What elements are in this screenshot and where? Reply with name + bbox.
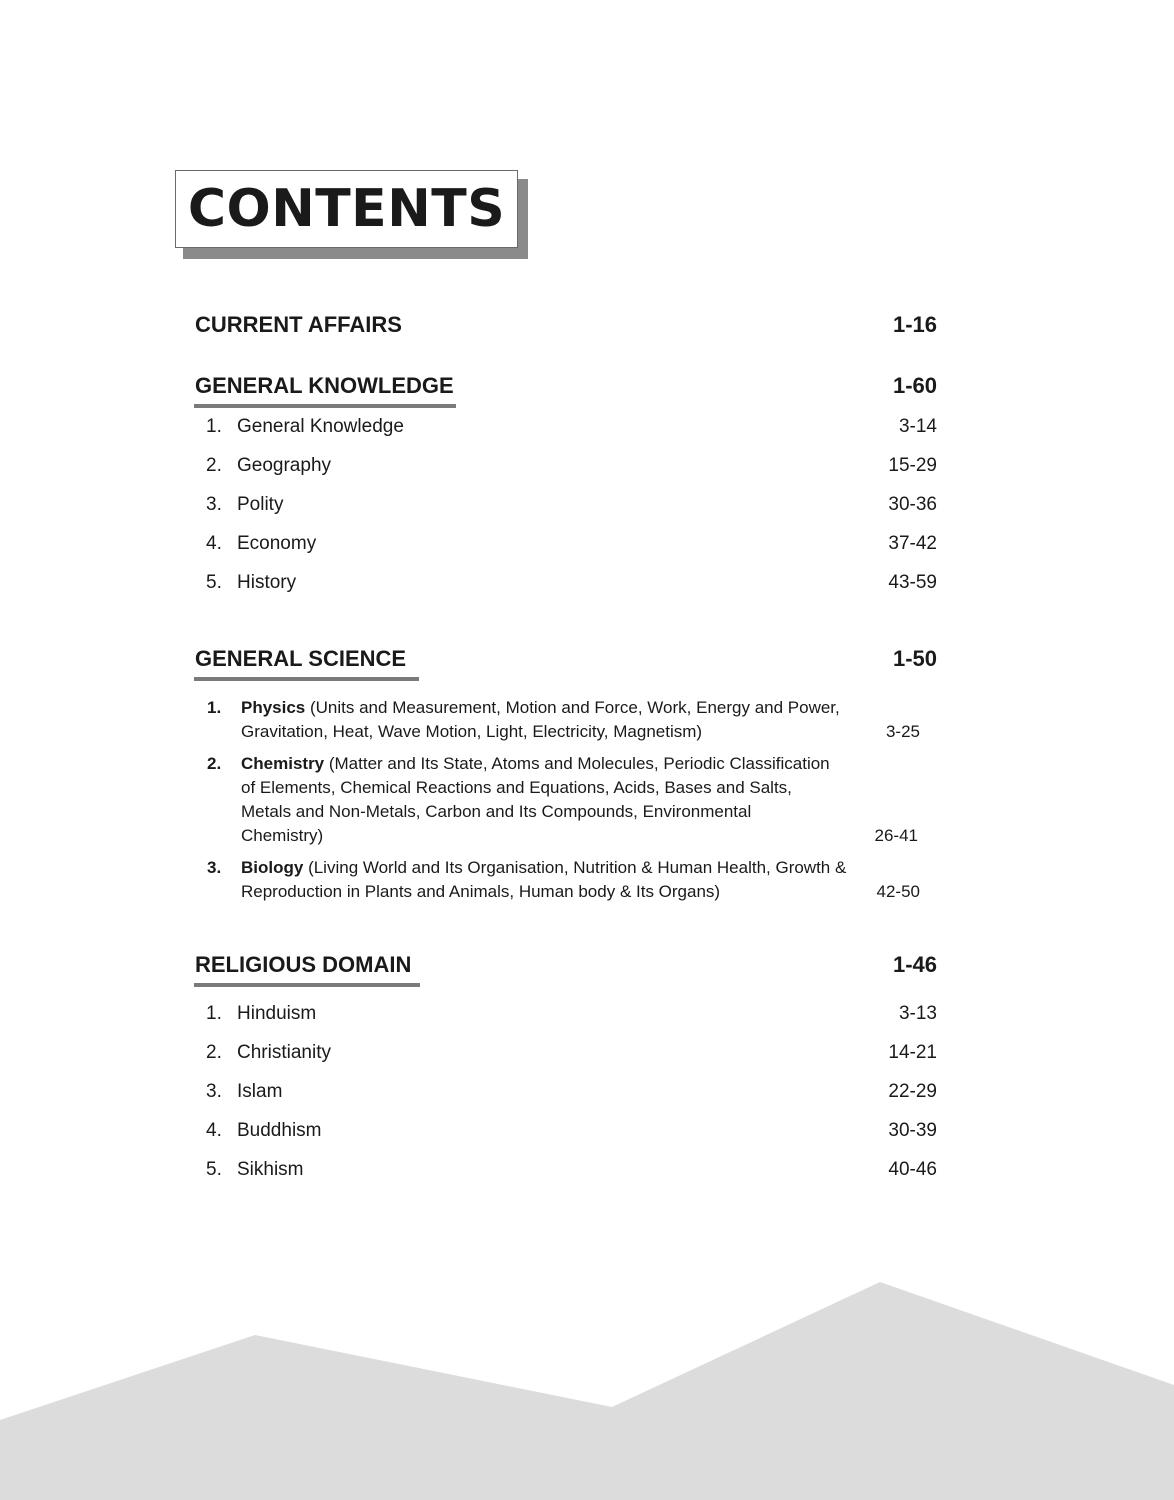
item-number: 4. — [206, 533, 222, 554]
item-pages: 22-29 — [888, 1081, 937, 1102]
page-title: CONTENTS — [187, 179, 506, 239]
toc-item[interactable] — [206, 1042, 937, 1064]
item-number: 1. — [206, 416, 222, 437]
item-number: 3. — [206, 494, 222, 515]
item-detail: (Units and Measurement, Motion and Force, Work, Energy and Power, Gravitation, Heat, Wave Motion, Light, Electricity, Magnetism) — [241, 698, 840, 741]
item-pages: 37-42 — [888, 533, 937, 554]
item-label: Christianity — [237, 1042, 331, 1063]
section-title: RELIGIOUS DOMAIN — [195, 952, 412, 977]
item-number: 2. — [207, 754, 222, 773]
title-box — [175, 170, 518, 248]
toc-item-biology[interactable] — [207, 856, 937, 904]
section-title: GENERAL SCIENCE — [195, 646, 407, 671]
item-description — [241, 856, 861, 904]
section-pages: 1-46 — [892, 952, 937, 977]
toc-item[interactable] — [206, 455, 937, 477]
item-number: 5. — [206, 572, 222, 593]
item-label: Economy — [237, 533, 317, 554]
toc-item[interactable] — [206, 1120, 937, 1142]
item-number: 2. — [206, 1042, 222, 1063]
toc-item[interactable] — [206, 533, 937, 555]
item-label: Polity — [237, 494, 284, 515]
item-pages: 14-21 — [888, 1042, 937, 1063]
section-pages: 1-16 — [892, 312, 937, 337]
item-label: Geography — [237, 455, 332, 476]
toc-item[interactable] — [206, 494, 937, 516]
item-number: 3. — [207, 858, 222, 877]
toc-item-chemistry[interactable] — [207, 752, 937, 848]
item-number: 3. — [206, 1081, 222, 1102]
item-number: 2. — [206, 455, 222, 476]
section-current-affairs[interactable] — [195, 312, 937, 338]
item-pages: 3-25 — [885, 722, 920, 741]
section-pages: 1-50 — [892, 646, 937, 671]
item-label: Islam — [237, 1081, 283, 1102]
item-pages: 30-39 — [888, 1120, 937, 1141]
item-detail: (Living World and Its Organisation, Nutrition & Human Health, Growth & Reproduction in Plants and Animals, Human body & Its Organs) — [241, 858, 847, 901]
section-underline — [194, 404, 456, 408]
item-pages: 42-50 — [876, 882, 920, 901]
section-underline — [194, 983, 420, 987]
toc-item[interactable] — [206, 416, 937, 438]
section-pages: 1-60 — [892, 373, 937, 398]
item-description — [241, 696, 861, 744]
toc-item[interactable] — [206, 1159, 937, 1181]
item-label: Hinduism — [237, 1003, 317, 1024]
item-label: History — [237, 572, 297, 593]
section-underline — [194, 677, 419, 681]
item-pages: 43-59 — [888, 572, 937, 593]
toc-item[interactable] — [206, 1081, 937, 1103]
section-title: GENERAL KNOWLEDGE — [195, 373, 454, 398]
item-label: Buddhism — [237, 1120, 322, 1141]
item-pages: 3-13 — [898, 1003, 937, 1024]
item-subject: Biology — [241, 858, 304, 877]
toc-item[interactable] — [206, 1003, 937, 1025]
item-pages: 3-14 — [898, 416, 937, 437]
section-general-science[interactable] — [195, 646, 937, 672]
section-general-knowledge[interactable] — [195, 373, 937, 399]
item-subject: Physics — [241, 698, 306, 717]
section-title: CURRENT AFFAIRS — [195, 312, 402, 337]
item-label: General Knowledge — [237, 416, 404, 437]
toc-item-physics[interactable] — [207, 696, 937, 744]
item-description — [241, 752, 831, 848]
item-number: 1. — [207, 698, 222, 717]
toc-item[interactable] — [206, 572, 937, 594]
item-pages: 30-36 — [888, 494, 937, 515]
item-number: 1. — [206, 1003, 222, 1024]
item-number: 5. — [206, 1159, 222, 1180]
item-label: Sikhism — [237, 1159, 304, 1180]
item-pages: 15-29 — [888, 455, 937, 476]
item-subject: Chemistry — [241, 754, 325, 773]
item-detail: (Matter and Its State, Atoms and Molecules, Periodic Classification of Elements, Chemical Reactions and Equations, Acids, Bases and Salts, Metals and Non-Metals, Carbon and Its Compounds, Environmental Chemistry) — [241, 754, 830, 845]
item-pages: 40-46 — [888, 1159, 937, 1180]
section-religious-domain[interactable] — [195, 952, 937, 978]
item-pages: 26-41 — [874, 826, 918, 845]
item-number: 4. — [206, 1120, 222, 1141]
